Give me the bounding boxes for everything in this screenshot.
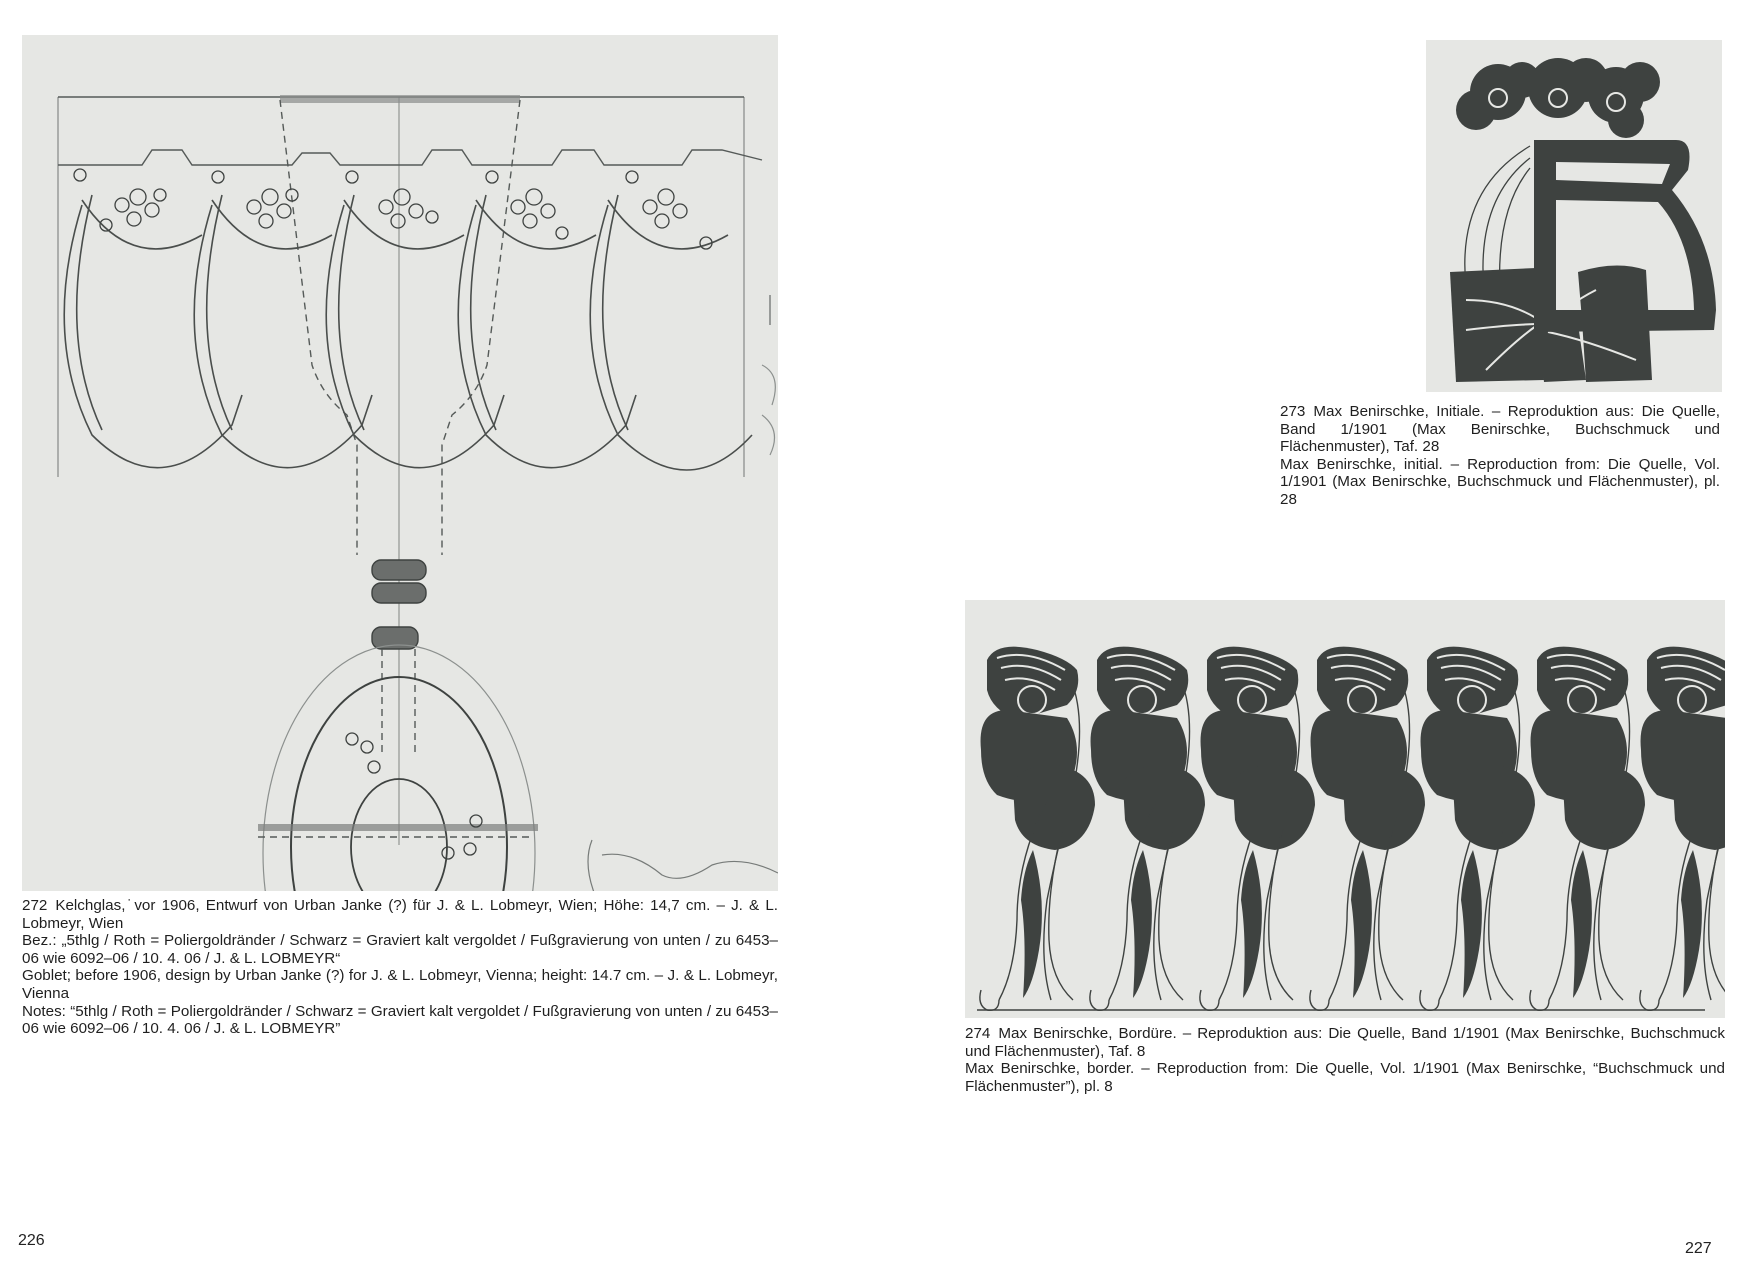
caption-274-de: 274 Max Benirschke, Bordüre. – Reproduktion aus: Die Quelle, Band 1/1901 (Max Benirschke, Buchschmuck und Flächenmuster), Taf. 8 <box>965 1025 1725 1060</box>
caption-274-en: Max Benirschke, border. – Reproduction from: Die Quelle, Vol. 1/1901 (Max Benirschke, “Buchschmuck und Flächenmuster”), pl. 8 <box>965 1060 1725 1095</box>
figure-number: 272 <box>22 897 48 914</box>
figure-number: 273 <box>1280 403 1306 420</box>
figure-274-caption <box>965 1025 1725 1095</box>
caption-272-de-title: 272 Kelchglas,˙vor 1906, Entwurf von Urban Janke (?) für J. & L. Lobmeyr, Wien; Höhe: 14,7 cm. – J. & L. Lobmeyr, Wien <box>22 897 778 932</box>
initial-b-illustration <box>1426 40 1722 392</box>
caption-272-de-notes: Bez.: „5thlg / Roth = Poliergoldränder / Schwarz = Graviert kalt vergoldet / Fußgravierung von unten / zu 6453–06 wie 6092–06 / 10. 4. 06 / J. & L. LOBMEYR“ <box>22 932 778 967</box>
figure-272-caption <box>22 897 778 1038</box>
floral-border-illustration <box>965 600 1725 1018</box>
caption-272-en-notes: Notes: “5thlg / Roth = Poliergoldränder / Schwarz = Graviert kalt vergoldet / Fußgravierung von unten / zu 6453–06 wie 6092–06 / 10. 4. 06 / J. & L. LOBMEYR” <box>22 1002 778 1038</box>
page-number-left: 226 <box>18 1232 45 1249</box>
caption-273-en: Max Benirschke, initial. – Reproduction from: Die Quelle, Vol. 1/1901 (Max Benirschke, Buchschmuck und Flächenmuster), pl. 28 <box>1280 455 1720 508</box>
goblet-drawing-illustration <box>22 35 778 891</box>
page-number-right: 227 <box>1685 1240 1712 1257</box>
caption-272-en-title: Goblet; before 1906, design by Urban Janke (?) for J. & L. Lobmeyr, Vienna; height: 14.7 cm. – J. & L. Lobmeyr, Vienna <box>22 967 778 1002</box>
caption-273-de: 273 Max Benirschke, Initiale. – Reproduktion aus: Die Quelle, Band 1/1901 (Max Benirschke, Buchschmuck und Flächenmuster), Taf. 28 <box>1280 403 1720 456</box>
figure-274-floral-border <box>965 600 1725 1018</box>
figure-number: 274 <box>965 1025 991 1042</box>
figure-273-initial-b <box>1426 40 1722 392</box>
figure-273-caption <box>1280 403 1720 509</box>
figure-272-goblet-drawing <box>22 35 778 891</box>
